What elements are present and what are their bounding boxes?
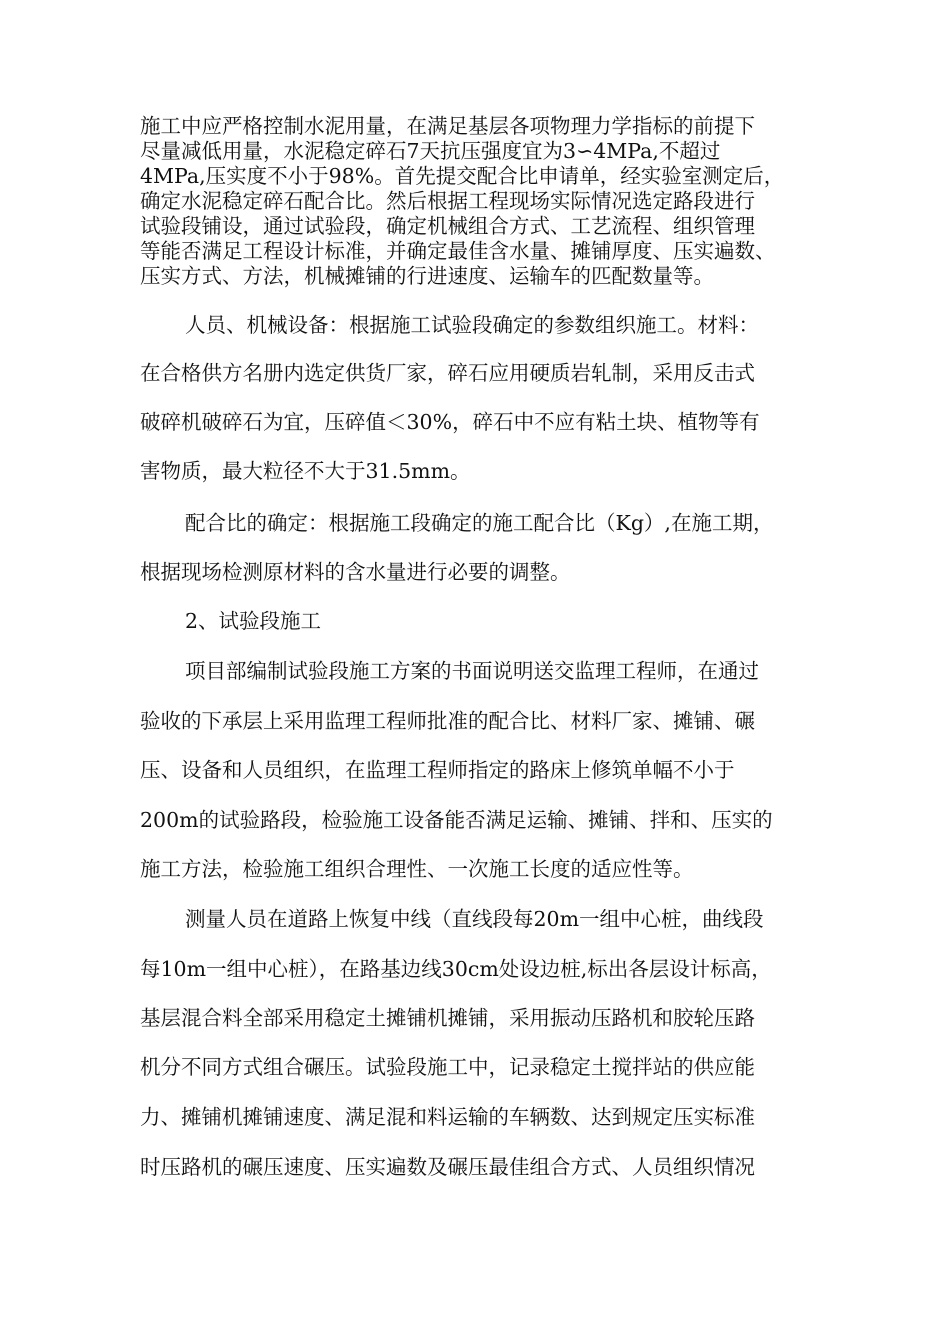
paragraph-first-line: 人员、机械设备：根据施工试验段确定的参数组织施工。材料： [185, 313, 759, 337]
paragraph-line: 试验段铺设，通过试验段，确定机械组合方式、工艺流程、组织管理 [140, 214, 755, 238]
paragraph-line: 施工中应严格控制水泥用量，在满足基层各项物理力学指标的前提下 [140, 114, 755, 138]
paragraph-line: 每10m一组中心桩），在路基边线30cm处设边桩,标出各层设计标高， [140, 957, 772, 981]
paragraph-line: 等能否满足工程设计标准，并确定最佳含水量、摊铺厚度、压实遍数、 [140, 239, 776, 263]
paragraph-line: 200m的试验路段，检验施工设备能否满足运输、摊铺、拌和、压实的 [140, 808, 773, 832]
paragraph-line: 确定水泥稳定碎石配合比。然后根据工程现场实际情况选定路段进行 [140, 189, 755, 213]
paragraph-first-line: 测量人员在道路上恢复中线（直线段每20m一组中心桩，曲线段 [185, 907, 764, 931]
paragraph-line: 基层混合料全部采用稳定土摊铺机摊铺，采用振动压路机和胶轮压路 [140, 1006, 755, 1030]
paragraph-line: 时压路机的碾压速度、压实遍数及碾压最佳组合方式、人员组织情况 [140, 1155, 755, 1179]
section-heading: 2、试验段施工 [185, 609, 322, 633]
paragraph-line: 施工方法，检验施工组织合理性、一次施工长度的适应性等。 [140, 857, 694, 881]
paragraph-line: 害物质，最大粒径不大于31.5mm。 [140, 459, 471, 483]
paragraph-line: 在合格供方名册内选定供货厂家，碎石应用硬质岩轧制，采用反击式 [140, 361, 755, 385]
paragraph-line: 力、摊铺机摊铺速度、满足混和料运输的车辆数、达到规定压实标准 [140, 1105, 755, 1129]
paragraph-line: 验收的下承层上采用监理工程师批准的配合比、材料厂家、摊铺、碾 [140, 709, 755, 733]
paragraph-line: 机分不同方式组合碾压。试验段施工中，记录稳定土搅拌站的供应能 [140, 1055, 755, 1079]
paragraph-first-line: 配合比的确定：根据施工段确定的施工配合比（Kg）,在施工期， [185, 511, 774, 535]
paragraph-line: 根据现场检测原材料的含水量进行必要的调整。 [140, 560, 571, 584]
paragraph-line: 4MPa,压实度不小于98%。首先提交配合比申请单，经实验室测定后， [140, 164, 785, 188]
paragraph-line: 破碎机破碎石为宜，压碎值＜30%，碎石中不应有粘土块、植物等有 [140, 410, 760, 434]
paragraph-line: 压、设备和人员组织，在监理工程师指定的路床上修筑单幅不小于 [140, 758, 735, 782]
paragraph-line: 压实方式、方法，机械摊铺的行进速度、运输车的匹配数量等。 [140, 264, 714, 288]
paragraph-line: 尽量减低用量，水泥稳定碎石7天抗压强度宜为3∽4MPa,不超过 [140, 139, 721, 163]
paragraph-first-line: 项目部编制试验段施工方案的书面说明送交监理工程师，在通过 [185, 659, 759, 683]
